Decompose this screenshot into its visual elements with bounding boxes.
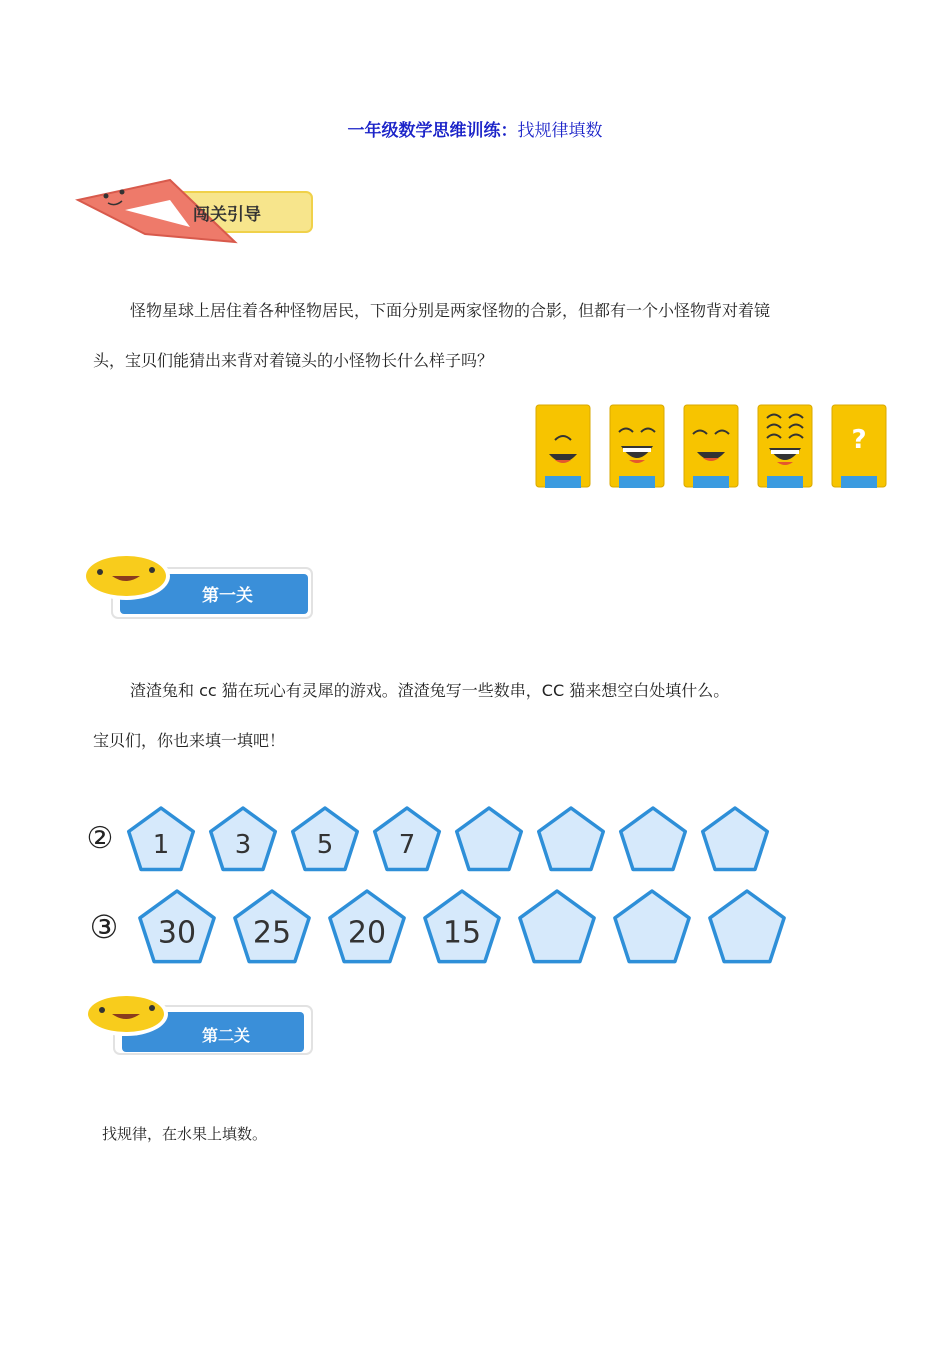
monster-5-back [832,405,886,488]
page-title [0,116,950,141]
monster-2 [610,405,664,488]
level2-badge [82,990,318,1056]
pentagon-cell[interactable] [520,891,594,962]
level2-paragraph: 找规律，在水果上填数。 [102,1125,268,1143]
pentagon-number: 3 [234,829,252,860]
pentagon-cell[interactable] [615,891,689,962]
pentagon-cell[interactable] [710,891,784,962]
duck-icon [82,990,318,1056]
level1-paragraph-line2: 宝贝们，你也来填一填吧！ [93,731,286,750]
title-part1: 一年级数学思维训练： [347,121,518,141]
pentagon-number: 20 [347,915,387,951]
monster-4 [758,405,812,488]
pentagon-cell[interactable] [539,808,604,870]
pentagon-number: 30 [157,915,197,951]
row2-label: ② [86,821,114,856]
intro-paragraph-line2: 头，宝贝们能猜出来背对着镜头的小怪物长什么样子吗？ [93,351,494,370]
pentagon-number: 25 [252,915,292,951]
level1-paragraph-line1: 渣渣兔和 cc 猫在玩心有灵犀的游戏。渣渣兔写一些数串，CC 猫来想空白处填什么。 [130,681,730,700]
pentagon-number: 7 [398,829,416,860]
pentagon-cell[interactable] [703,808,768,870]
sequence-row-2 [82,802,772,878]
intro-badge-label: 闯关引导 [193,205,261,225]
level1-badge [78,548,318,624]
level2-badge-label: 第二关 [202,1026,251,1045]
monster-3 [684,405,738,488]
monster-1 [536,405,590,488]
sequence-row-3 [82,884,802,968]
monster-row [535,404,887,490]
monster-question-mark: ? [851,425,867,455]
pentagon-number: 15 [442,915,482,951]
pentagon-number: 5 [316,829,334,860]
duck-icon [78,548,318,624]
row3-label: ③ [89,908,119,946]
level1-badge-label: 第一关 [202,586,253,606]
intro-paragraph-line1: 怪物星球上居住着各种怪物居民，下面分别是两家怪物的合影，但都有一个小怪物背对着镜 [130,301,771,320]
intro-badge [70,172,320,247]
pentagon-cell[interactable] [457,808,522,870]
pentagon-cell[interactable] [621,808,686,870]
title-part2: 找规律填数 [517,121,603,141]
pentagon-number: 1 [152,829,170,860]
